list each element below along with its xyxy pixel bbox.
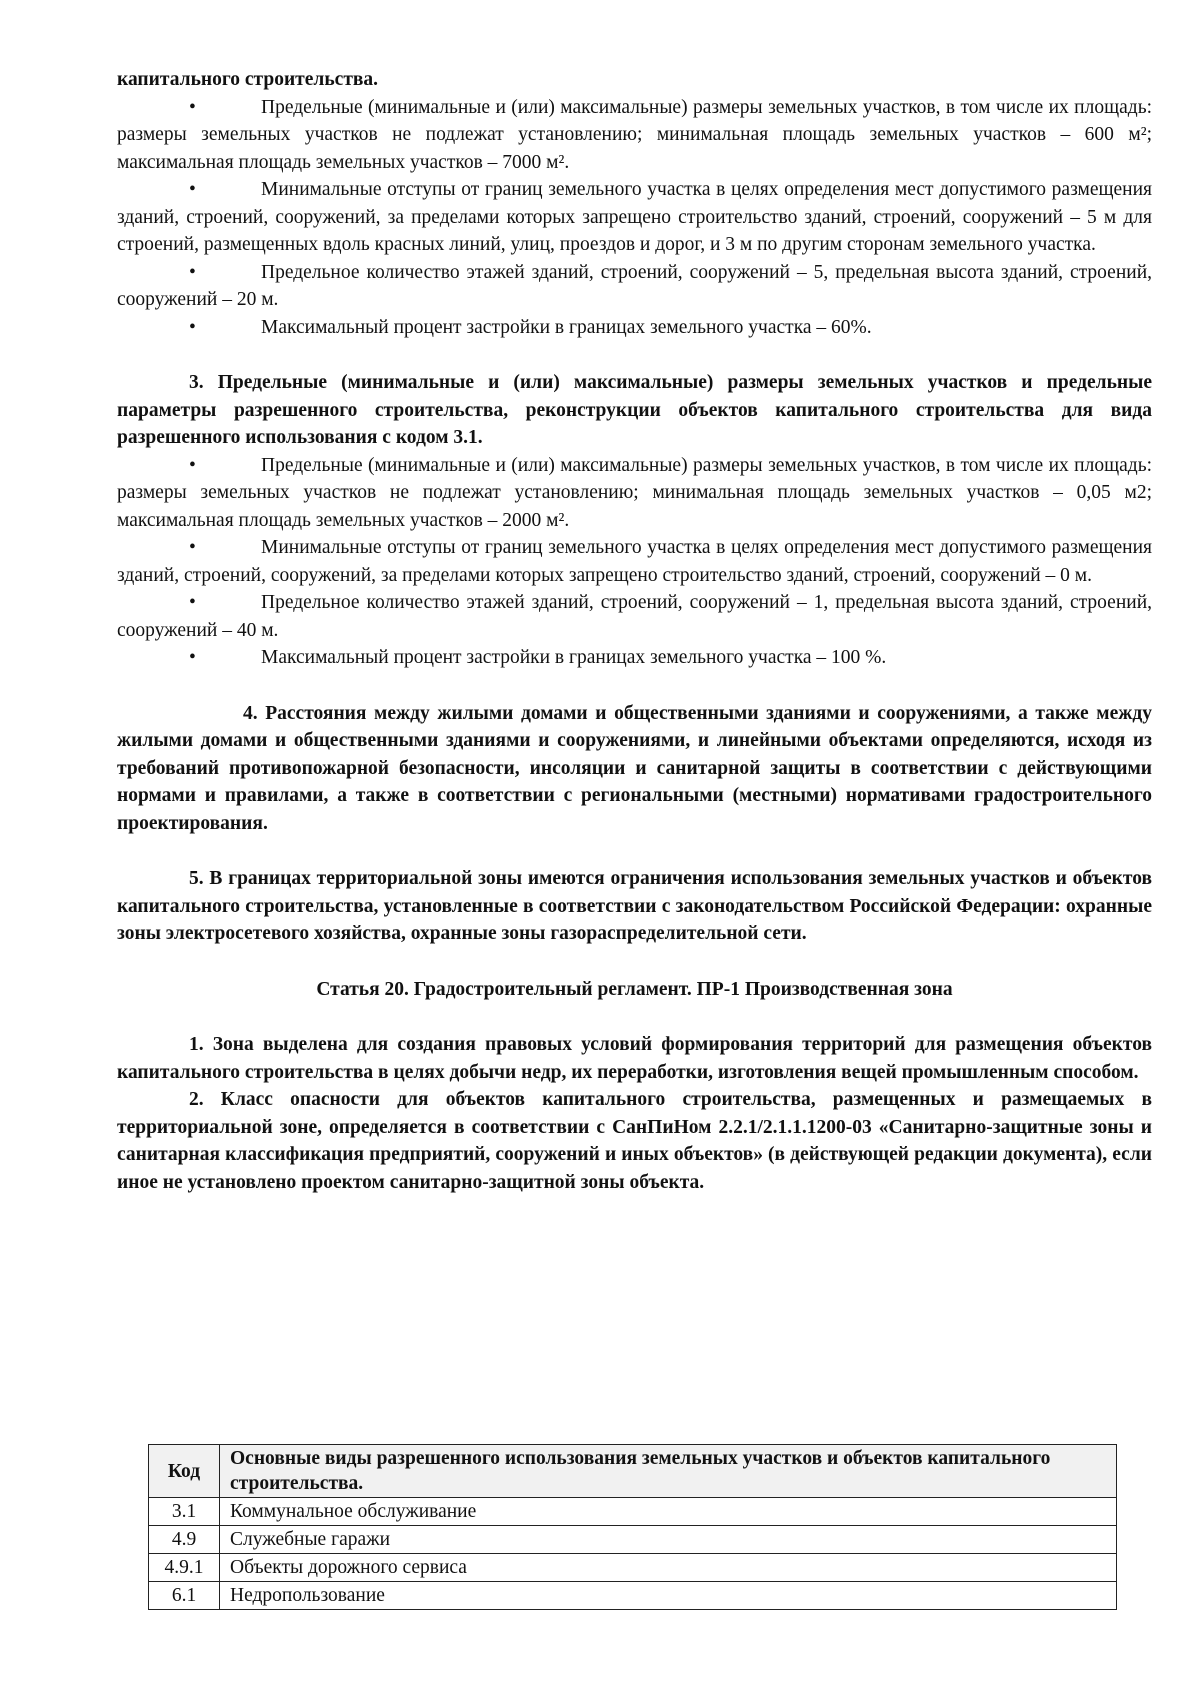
list-item: • Минимальные отступы от границ земельного участка в целях определения мест допустимого размещения зданий, строений, сооружений, за пределами которых запрещено строительство зданий, строений, сооружений – 0 м. [117, 534, 1152, 589]
list-item: • Предельное количество этажей зданий, строений, сооружений – 5, предельная высота зданий, строений, сооружений – 20 м. [117, 259, 1152, 314]
row-name: Коммунальное обслуживание [220, 1498, 1117, 1526]
bullet-icon: • [189, 179, 196, 200]
list-item: • Максимальный процент застройки в границах земельного участка – 100 %. [117, 644, 1152, 672]
row-name: Служебные гаражи [220, 1526, 1117, 1554]
section-heading-3: 3. Предельные (минимальные и (или) максимальные) размеры земельных участков и предельные параметры разрешенного строительства, реконструкции объектов капитального строительства для вида разрешенного использования с кодом 3.1. [117, 372, 1152, 448]
section-5-paragraph: 5. В границах территориальной зоны имеются ограничения использования земельных участков и объектов капитального строительства, установленные в соответствии с законодательством Российской Федерации: охранные зоны электросетевого хозяйства, охранные зоны газораспределительной сети. [117, 868, 1152, 944]
article-paragraph-1: 1. Зона выделена для создания правовых условий формирования территорий для размещения объектов капитального строительства в целях добычи недр, их переработки, изготовления вещей промышленным способом. [117, 1034, 1152, 1083]
permitted-uses-table [148, 1444, 1117, 1610]
header-code: Код [149, 1445, 220, 1498]
row-name: Недропользование [220, 1582, 1117, 1610]
row-name: Объекты дорожного сервиса [220, 1554, 1117, 1582]
bullet-icon: • [189, 261, 196, 283]
row-code: 3.1 [149, 1498, 220, 1526]
bullet-icon: • [189, 96, 196, 118]
bullet-icon: • [189, 454, 196, 476]
table-row [149, 1582, 1117, 1610]
list-item: • Предельные (минимальные и (или) максимальные) размеры земельных участков, в том числе их площадь: размеры земельных участков не подлежат установлению; минимальная площадь земельных участков – 600 м²; максимальная площадь земельных участков – 7000 м². [117, 94, 1152, 177]
table-row [149, 1526, 1117, 1554]
table-row [149, 1498, 1117, 1526]
article-title: Статья 20. Градостроительный регламент. ПР-1 Производственная зона [316, 978, 953, 1000]
list-item: • Минимальные отступы от границ земельного участка в целях определения мест допустимого размещения зданий, строений, сооружений, за пределами которых запрещено строительство зданий, строений, сооружений – 5 м для строений, размещенных вдоль красных линий, улиц, проездов и дорог, и 3 м по другим сторонам земельного участка. [117, 176, 1152, 259]
section-4-paragraph: 4. Расстояния между жилыми домами и общественными зданиями и сооружениями, а также между жилыми домами и общественными зданиями и сооружениями, и линейными объектами определяются, исходя из требований противопожарной безопасности, инсоляции и санитарной защиты в соответствии с действующими нормами и правилами, а также в соответствии с региональными (местными) нормативами градостроительного проектирования. [117, 702, 1152, 834]
row-code: 4.9 [149, 1526, 220, 1554]
header-name: Основные виды разрешенного использования земельных участков и объектов капитального строительства. [220, 1445, 1117, 1498]
bullet-icon: • [189, 316, 196, 338]
bullet-icon: • [189, 647, 196, 668]
document-page [117, 66, 1152, 1196]
bullet-icon: • [189, 592, 196, 613]
article-paragraph-2: 2. Класс опасности для объектов капитального строительства, размещенных и размещаемых в территориальной зоне, определяется в соответствии с СанПиНом 2.2.1/2.1.1.1200-03 «Санитарно-защитные зоны и санитарная классификация предприятий, сооружений и иных объектов» (в действующей редакции документа), если иное не установлено проектом санитарно-защитной зоны объекта. [117, 1089, 1152, 1193]
list-item: • Предельные (минимальные и (или) максимальные) размеры земельных участков, в том числе их площадь: размеры земельных участков не подлежат установлению; минимальная площадь земельных участков – 0,05 м2; максимальная площадь земельных участков – 2000 м². [117, 452, 1152, 535]
list-item: • Предельное количество этажей зданий, строений, сооружений – 1, предельная высота зданий, строений, сооружений – 40 м. [117, 589, 1152, 644]
row-code: 4.9.1 [149, 1554, 220, 1582]
table-header-row [149, 1445, 1117, 1498]
paragraph-continuation: капитального строительства. [117, 69, 379, 90]
row-code: 6.1 [149, 1582, 220, 1610]
bullet-icon: • [189, 537, 196, 558]
table-row [149, 1554, 1117, 1582]
list-item: • Максимальный процент застройки в границах земельного участка – 60%. [117, 314, 1152, 342]
